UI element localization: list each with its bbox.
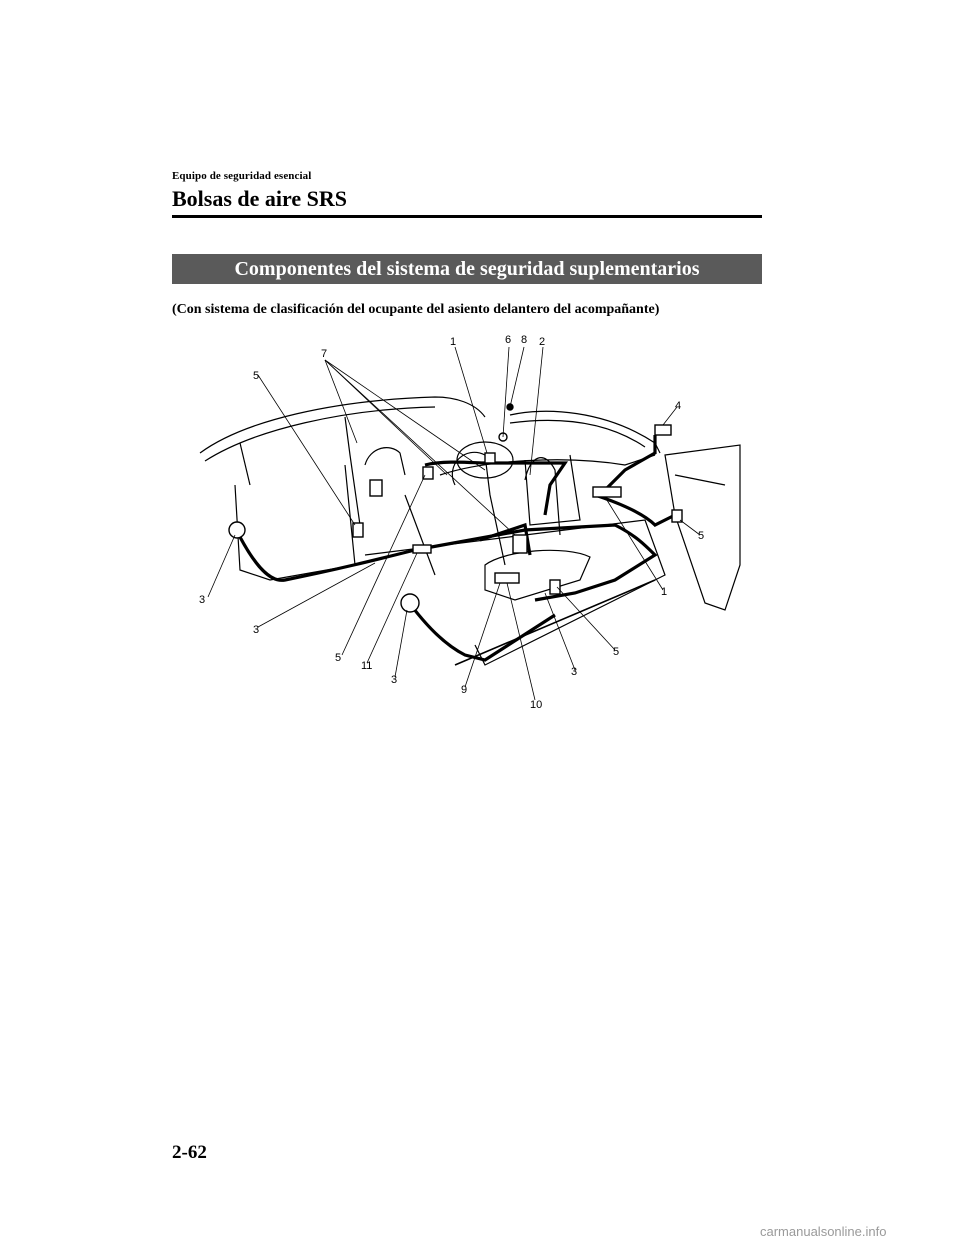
page-number: 2-62	[172, 1142, 207, 1163]
srs-components-diagram	[185, 325, 745, 725]
callout-9: 9	[461, 684, 468, 696]
callout-10: 10	[530, 699, 543, 711]
callout-4: 4	[675, 400, 682, 412]
callout-1-top: 1	[450, 336, 457, 348]
callout-5-bottom-right: 5	[613, 646, 620, 658]
callout-3-left: 3	[199, 594, 206, 606]
page-title: Bolsas de aire SRS	[172, 186, 348, 211]
callout-6: 6	[505, 334, 512, 346]
callout-5-right: 5	[698, 530, 705, 542]
callout-7: 7	[321, 348, 328, 360]
callout-5-top: 5	[253, 370, 260, 382]
car-outline	[200, 397, 740, 665]
title-rule	[172, 215, 762, 218]
callout-8: 8	[521, 334, 528, 346]
callout-3-left2: 3	[253, 624, 260, 636]
callout-11: 11	[361, 660, 373, 672]
diagram-caption: (Con sistema de clasificación del ocupante del asiento delantero del acompañante)	[172, 302, 660, 317]
callout-3-bottom: 3	[391, 674, 398, 686]
section-banner: Componentes del sistema de seguridad suplementarios	[172, 254, 762, 284]
section-kicker: Equipo de seguridad esencial	[172, 170, 312, 182]
watermark: carmanualsonline.info	[760, 1224, 887, 1239]
callout-2: 2	[539, 336, 546, 348]
wiring-harness	[240, 435, 675, 660]
callout-3-bottom-right: 3	[571, 666, 578, 678]
callout-5-bottom: 5	[335, 652, 342, 664]
callout-1-right: 1	[661, 586, 668, 598]
